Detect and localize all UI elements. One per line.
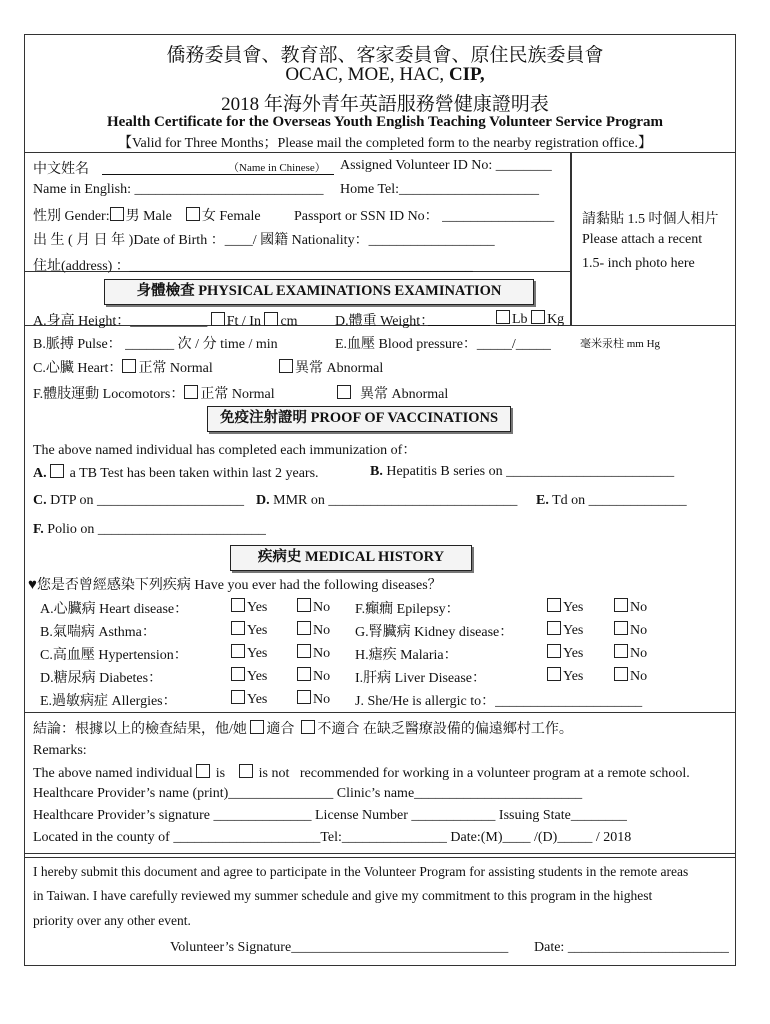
conclusion-row — [33, 718, 573, 738]
vaccinations-title: 免疫注射證明 PROOF OF VACCINATIONS — [207, 406, 511, 432]
home-tel-field[interactable]: Home Tel:____________________ — [340, 182, 540, 197]
female-label: 女 Female — [201, 209, 261, 224]
is-label: is — [215, 766, 226, 781]
weight-field[interactable] — [428, 310, 490, 326]
ft-in-label: Ft / In — [226, 314, 261, 329]
vaccination-f-label: F. — [33, 522, 44, 537]
history-left-yes-1-option — [231, 621, 267, 639]
history-left-no-2-label: No — [313, 646, 331, 661]
pulse-field[interactable]: B.脈搏 Pulse： _______ 次 / 分 time / min — [33, 337, 278, 352]
agencies-cip: CIP, — [448, 64, 485, 85]
history-left-yes-0-label: Yes — [247, 600, 268, 615]
history-left-no-1-checkbox[interactable] — [297, 621, 311, 635]
history-left-yes-2-option — [231, 644, 267, 662]
locomotors-row — [33, 383, 275, 403]
locomotors-abnormal-label: 異常 Abnormal — [360, 387, 449, 402]
recommendation-row — [33, 764, 690, 782]
history-right-yes-0-label: Yes — [563, 600, 584, 615]
medical-history-title: 疾病史 MEDICAL HISTORY — [230, 545, 472, 571]
unsuitable-label: 不適合 在缺乏醫療設備的偏遠鄉村工作。 — [317, 722, 573, 737]
heart-normal-checkbox[interactable] — [122, 359, 136, 373]
history-right-yes-0-option — [547, 598, 583, 616]
heart-row — [33, 357, 213, 377]
agencies-english — [0, 64, 770, 86]
history-left-no-2-option — [297, 644, 330, 662]
volunteer-id-field[interactable]: Assigned Volunteer ID No: ________ — [340, 158, 552, 173]
kg-label: Kg — [547, 312, 565, 327]
english-name-field[interactable]: Name in English: ___________________________ — [33, 182, 324, 197]
history-right-no-1-checkbox[interactable] — [614, 621, 628, 635]
history-disease-left: A.心臟病 Heart disease： — [40, 602, 189, 617]
history-right-no-0-option — [614, 598, 647, 616]
history-right-no-2-option — [614, 644, 647, 662]
history-left-no-3-option — [297, 667, 330, 685]
vaccination-e-label: E. — [536, 493, 549, 508]
heart-normal-label: 正常 Normal — [138, 361, 213, 376]
history-right-no-1-option — [614, 621, 647, 639]
provider-name-fields[interactable]: Healthcare Provider’s name (print)_______________ Clinic’s name________________________ — [33, 786, 583, 801]
gender-row — [33, 205, 261, 225]
chinese-name-label: 中文姓名 — [33, 162, 89, 177]
history-right-no-0-checkbox[interactable] — [614, 598, 628, 612]
history-left-yes-2-checkbox[interactable] — [231, 644, 245, 658]
history-left-yes-0-option — [231, 598, 267, 616]
history-right-yes-1-checkbox[interactable] — [547, 621, 561, 635]
history-right-no-2-label: No — [630, 646, 648, 661]
dob-nationality-field[interactable]: 出 生 ( 月 日 年 )Date of Birth ：____/ 國籍 Nationality：__________________ — [33, 233, 495, 248]
volunteer-signature-field[interactable]: Volunteer’s Signature_______________________________ — [170, 940, 509, 955]
locomotors-label: F.體肢運動 Locomotors： — [33, 387, 185, 402]
history-disease-left: B.氣喘病 Asthma： — [40, 625, 156, 640]
form-title-chinese: 2018 年海外青年英語服務營健康證明表 — [221, 94, 549, 115]
heart-abnormal — [279, 357, 383, 377]
physical-exam-title: 身體檢查 PHYSICAL EXAMINATIONS EXAMINATION — [104, 279, 534, 305]
history-disease-left: D.糖尿病 Diabetes： — [40, 671, 163, 686]
history-right-no-3-label: No — [630, 669, 648, 684]
cm-checkbox[interactable] — [264, 312, 278, 326]
history-disease-right: H.瘧疾 Malaria： — [355, 648, 458, 663]
recommendation-prefix: The above named individual — [33, 766, 193, 781]
remarks-label: Remarks: — [33, 743, 87, 758]
agencies-english-text: OCAC, MOE, HAC, — [285, 64, 449, 85]
history-right-yes-2-option — [547, 644, 583, 662]
vaccination-d-label: D. — [256, 493, 270, 508]
history-question: 您是否曾經感染下列疾病 Have you ever had the following diseases？ — [36, 578, 442, 593]
history-left-no-1-option — [297, 621, 330, 639]
history-left-yes-4-checkbox[interactable] — [231, 690, 245, 704]
history-left-no-0-option — [297, 598, 330, 616]
male-label: 男 Male — [125, 209, 172, 224]
history-left-no-1-label: No — [313, 623, 331, 638]
history-right-no-1-label: No — [630, 623, 648, 638]
history-right-no-0-label: No — [630, 600, 648, 615]
history-left-no-4-checkbox[interactable] — [297, 690, 311, 704]
hepatitis-b-field[interactable]: Hepatitis B series on ________________________ — [386, 464, 675, 479]
history-left-yes-3-option — [231, 667, 267, 685]
td-field[interactable]: Td on ______________ — [552, 493, 687, 508]
history-right-yes-3-option — [547, 667, 583, 685]
lb-label: Lb — [512, 312, 528, 327]
is-not-checkbox[interactable] — [239, 764, 253, 778]
history-left-no-0-checkbox[interactable] — [297, 598, 311, 612]
locomotors-normal-label: 正常 Normal — [200, 387, 275, 402]
is-not-label: is not — [258, 766, 290, 781]
vaccination-c-label: C. — [33, 493, 47, 508]
history-left-yes-3-label: Yes — [247, 669, 268, 684]
weight-units — [496, 310, 564, 328]
history-left-no-3-checkbox[interactable] — [297, 667, 311, 681]
history-left-no-3-label: No — [313, 669, 331, 684]
history-left-yes-1-checkbox[interactable] — [231, 621, 245, 635]
unsuitable-checkbox[interactable] — [301, 720, 315, 734]
dtp-field[interactable]: DTP on _____________________ — [50, 493, 245, 508]
history-left-no-0-label: No — [313, 600, 331, 615]
history-right-yes-2-checkbox[interactable] — [547, 644, 561, 658]
history-right-yes-1-option — [547, 621, 583, 639]
mmhg-label: 毫米汞柱 mm Hg — [580, 338, 661, 350]
name-in-chinese-hint: （Name in Chinese） — [228, 162, 326, 174]
photo-instruction-line3: 1.5- inch photo here — [582, 256, 695, 271]
vaccination-f[interactable] — [33, 522, 266, 538]
history-disease-right: F.癲癇 Epilepsy： — [355, 602, 460, 617]
vaccination-c[interactable] — [33, 493, 244, 509]
provider-signature-fields[interactable]: Healthcare Provider’s signature ______________ License Number ____________ Issuing State________ — [33, 808, 627, 823]
history-left-no-4-option — [297, 690, 330, 708]
suitable-checkbox[interactable] — [250, 720, 264, 734]
heart-bullet-icon: ♥ — [28, 577, 37, 593]
history-disease-right: I.肝病 Liver Disease： — [355, 671, 487, 686]
polio-field[interactable]: Polio on ________________________ — [47, 522, 266, 537]
cm-label: cm — [280, 314, 298, 329]
weight-label: D.體重 Weight： — [335, 314, 435, 329]
tb-test-checkbox[interactable] — [50, 464, 64, 478]
heart-label: C.心臟 Heart： — [33, 361, 123, 376]
history-right-yes-3-label: Yes — [563, 669, 584, 684]
address-field[interactable]: 住址(address) ：_________________________________________________ — [33, 259, 473, 274]
history-left-yes-4-label: Yes — [247, 692, 268, 707]
is-checkbox[interactable] — [196, 764, 210, 778]
mmr-field[interactable]: MMR on ___________________________ — [273, 493, 518, 508]
photo-instruction-chinese: 請黏貼 1.5 吋個人相片 — [582, 212, 719, 227]
history-right-no-3-checkbox[interactable] — [614, 667, 628, 681]
gender-label: 性別 Gender: — [33, 209, 110, 224]
history-disease-right: G.腎臟病 Kidney disease： — [355, 625, 514, 640]
vaccination-a-label: A. — [33, 466, 47, 481]
lb-checkbox[interactable] — [496, 310, 510, 324]
history-right-yes-0-checkbox[interactable] — [547, 598, 561, 612]
conclusion-text: 結論：根據以上的檢查結果，他/她 — [33, 722, 247, 737]
locomotors-abnormal-checkbox[interactable] — [337, 385, 351, 399]
vaccination-e[interactable] — [536, 493, 687, 509]
kg-checkbox[interactable] — [531, 310, 545, 324]
history-disease-right[interactable]: J. She/He is allergic to：_____________________ — [355, 694, 643, 709]
history-disease-left: C.高血壓 Hypertension： — [40, 648, 188, 663]
history-right-no-2-checkbox[interactable] — [614, 644, 628, 658]
history-question-row — [28, 574, 442, 594]
height-row — [33, 310, 298, 330]
female-checkbox[interactable] — [186, 207, 200, 221]
history-left-no-2-checkbox[interactable] — [297, 644, 311, 658]
history-left-no-4-label: No — [313, 692, 331, 707]
history-left-yes-3-checkbox[interactable] — [231, 667, 245, 681]
vaccination-a — [33, 464, 319, 482]
agencies-chinese: 僑務委員會、教育部、客家委員會、原住民族委員會 — [166, 45, 604, 66]
history-right-no-3-option — [614, 667, 647, 685]
vaccination-d[interactable] — [256, 493, 517, 509]
recommendation-suffix: recommended for working in a volunteer program at a remote school. — [299, 766, 690, 781]
form-instructions: 【Valid for Three Months；Please mail the completed form to the nearby registration office.】 — [117, 136, 653, 151]
agreement-line3: priority over any other event. — [33, 913, 191, 928]
locomotors-abnormal — [337, 383, 448, 403]
blood-pressure-field[interactable]: E.血壓 Blood pressure：_____/_____ — [335, 337, 551, 352]
history-disease-left: E.過敏病症 Allergies： — [40, 694, 177, 709]
history-right-yes-1-label: Yes — [563, 623, 584, 638]
male-checkbox[interactable] — [110, 207, 124, 221]
agreement-date-field[interactable]: Date: _______________________ — [534, 940, 729, 955]
ft-in-checkbox[interactable] — [211, 312, 225, 326]
history-left-yes-1-label: Yes — [247, 623, 268, 638]
agreement-line1: I hereby submit this document and agree to participate in the Volunteer Program for assisting students in the remote areas — [33, 864, 689, 879]
location-fields[interactable]: Located in the county of _____________________Tel:_______________ Date:(M)____ /(D)_____ / 2018 — [33, 830, 632, 845]
height-field[interactable]: A.身高 Height：___________ — [33, 314, 208, 329]
agreement-line2: in Taiwan. I have carefully reviewed my summer schedule and give my commitment to this program in the highest — [33, 888, 653, 903]
history-right-yes-3-checkbox[interactable] — [547, 667, 561, 681]
history-left-yes-4-option — [231, 690, 267, 708]
history-right-yes-2-label: Yes — [563, 646, 584, 661]
history-left-yes-2-label: Yes — [247, 646, 268, 661]
suitable-label: 適合 — [266, 722, 295, 737]
photo-instruction-line2: Please attach a recent — [582, 232, 703, 247]
heart-abnormal-label: 異常 Abnormal — [295, 361, 384, 376]
vaccination-b[interactable] — [370, 464, 674, 480]
vaccination-b-label: B. — [370, 464, 383, 479]
vaccinations-intro: The above named individual has completed each immunization of： — [33, 443, 417, 458]
history-left-yes-0-checkbox[interactable] — [231, 598, 245, 612]
tb-test-text: a TB Test has been taken within last 2 years. — [69, 466, 319, 481]
passport-field[interactable]: Passport or SSN ID No： ________________ — [294, 209, 555, 224]
locomotors-normal-checkbox[interactable] — [184, 385, 198, 399]
heart-abnormal-checkbox[interactable] — [279, 359, 293, 373]
form-title-english: Health Certificate for the Overseas Youth English Teaching Volunteer Service Program — [106, 114, 664, 130]
